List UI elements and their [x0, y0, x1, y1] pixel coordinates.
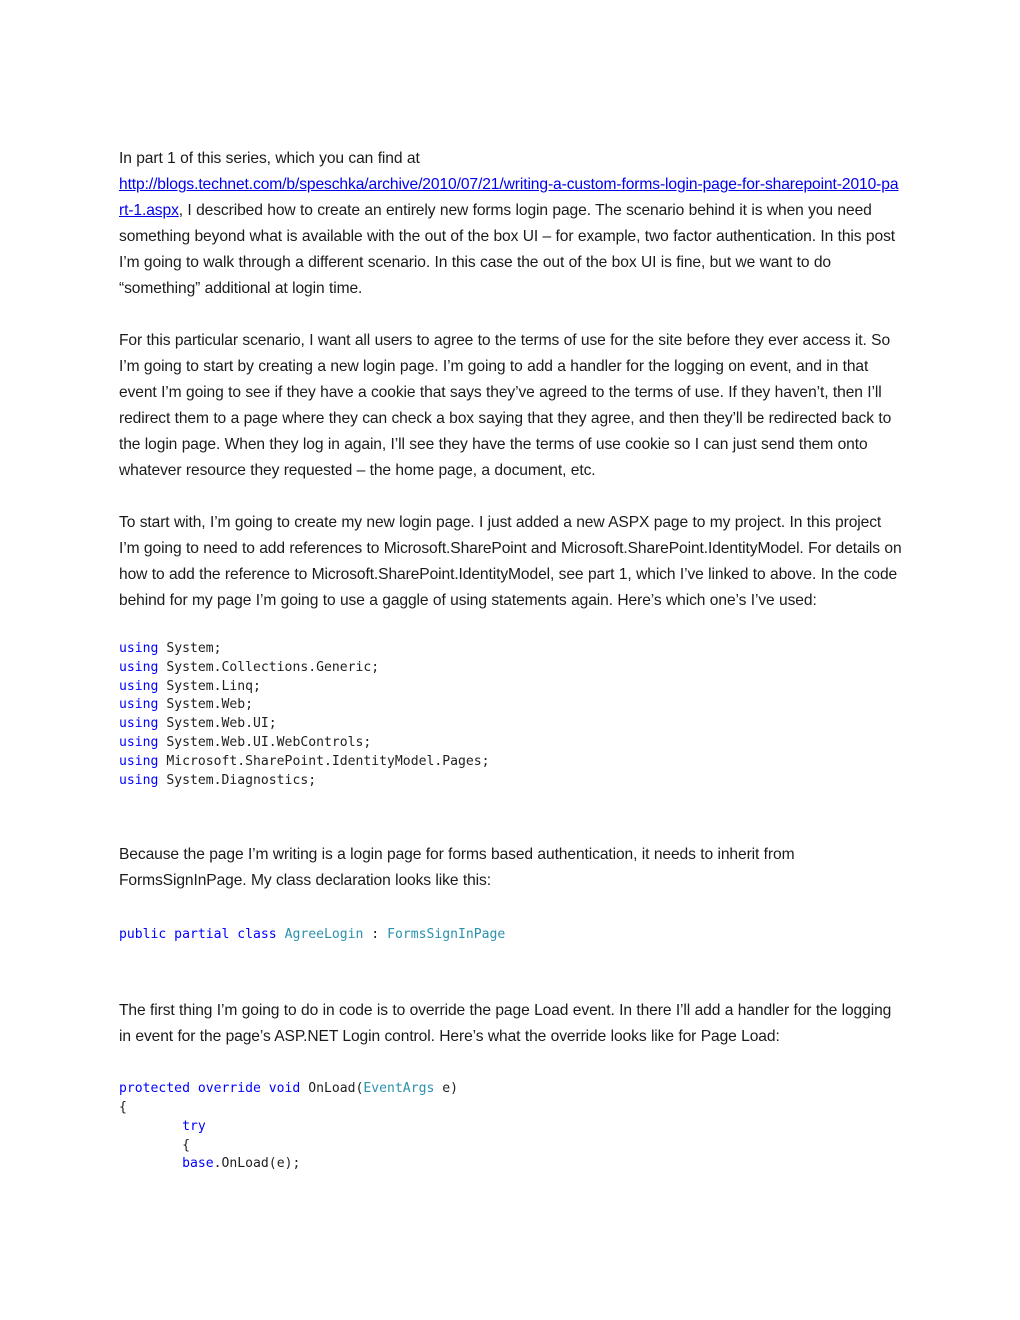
base-class-name: FormsSignInPage	[387, 927, 506, 943]
spacer-before-usings	[119, 614, 902, 640]
code-line	[119, 754, 490, 769]
method-name: OnLoad(	[300, 1081, 364, 1097]
keyword-using: using	[119, 641, 159, 656]
keyword-base: base	[182, 1156, 214, 1172]
keyword-using: using	[119, 697, 159, 713]
part-1-article-link[interactable]: http://blogs.technet.com/b/speschka/archive/2010/07/21/writing-a-custom-forms-login-page-for-sharepoint-2010-part-1.aspx	[119, 176, 899, 219]
paragraph-first-thing: The first thing I’m going to do in code is to override the page Load event. In there I’ll add a handler for the logging in event for the page’s ASP.NET Login control. Here’s what the override looks like for Page Load:	[119, 1002, 892, 1046]
spacer-after-class-decl	[119, 945, 902, 998]
code-line	[119, 679, 261, 694]
class-name: AgreeLogin	[284, 927, 364, 943]
spacer-after-usings	[119, 790, 902, 842]
code-block-using-statements	[119, 640, 902, 790]
code-line	[119, 697, 253, 712]
class-modifiers: public partial class	[119, 927, 277, 943]
namespace-name: System.Web.UI.WebControls;	[166, 734, 372, 750]
method-modifiers: protected override void	[119, 1081, 301, 1097]
keyword-using: using	[119, 772, 159, 788]
namespace-name: Microsoft.SharePoint.IdentityModel.Pages;	[166, 753, 490, 769]
intro-lead-text: In part 1 of this series, which you can find at	[119, 150, 420, 167]
namespace-name: System.Diagnostics;	[166, 772, 317, 788]
intro-trailing-text: , I described how to create an entirely new forms login page. The scenario behind it is when you need something beyond what is available with the out of the box UI – for example, two factor authentication. In this post I’m going to walk through a different scenario. In this case the out of the box UI is fine, but we want to do “something” additional at login time.	[119, 202, 896, 297]
namespace-name: System.Web.UI;	[166, 716, 277, 732]
inheritance-colon: :	[363, 927, 388, 943]
keyword-try: try	[182, 1118, 206, 1134]
keyword-using: using	[119, 734, 159, 750]
namespace-name: System.Collections.Generic;	[166, 659, 380, 675]
paragraph-to-start-with: To start with, I’m going to create my new login page. I just added a new ASPX page to my project. In this project I’m going to need to add references to Microsoft.SharePoint and Microsoft.SharePoint.IdentityModel. For details on how to add the reference to Microsoft.SharePoint.IdentityModel, see part 1, which I’ve linked to above. In the code behind for my page I’m going to use a gaggle of using statements again. Here’s which one’s I’ve used:	[119, 514, 902, 609]
namespace-name: System.Web;	[166, 697, 254, 713]
code-line	[119, 660, 379, 675]
code-line	[119, 716, 277, 731]
code-line	[119, 1156, 300, 1171]
spacer-before-class-decl	[119, 894, 902, 926]
keyword-using: using	[119, 678, 159, 694]
code-line	[119, 1138, 190, 1153]
code-line	[119, 1100, 127, 1115]
code-line	[119, 641, 222, 656]
code-line	[119, 773, 316, 788]
paragraph-because-inherit: Because the page I’m writing is a login page for forms based authentication, it needs to inherit from FormsSignInPage. My class declaration looks like this:	[119, 846, 795, 890]
keyword-using: using	[119, 659, 159, 675]
namespace-name: System.Linq;	[166, 678, 261, 694]
try-indent	[119, 1119, 182, 1134]
document-body	[119, 146, 902, 1174]
try-brace-indent	[119, 1138, 182, 1153]
code-line	[119, 735, 371, 750]
base-call-indent	[119, 1156, 182, 1171]
code-line	[119, 1119, 206, 1134]
paragraph-intro	[119, 146, 902, 302]
paragraph-scenario: For this particular scenario, I want all users to agree to the terms of use for the site before they ever access it. So I’m going to start by creating a new login page. I’m going to add a handler for the logging on event, and in that event I’m going to see if they have a cookie that says they’ve agreed to the terms of use. If they haven’t, then I’ll redirect them to a page where they can check a box saying that they agree, and then they’ll be redirected back to the login page. When they log in again, I’ll see they have the terms of use cookie so I can just send them onto whatever resource they requested – the home page, a document, etc.	[119, 332, 892, 479]
code-line	[119, 1081, 458, 1096]
base-onload-call: .OnLoad(e);	[213, 1156, 301, 1172]
namespace-name: System;	[166, 641, 222, 656]
parameter-type: EventArgs	[363, 1081, 435, 1097]
keyword-using: using	[119, 753, 159, 769]
method-open-brace: {	[119, 1099, 127, 1115]
keyword-using: using	[119, 716, 159, 732]
spacer-before-onload	[119, 1050, 902, 1080]
parameter-name: e)	[434, 1081, 458, 1097]
code-block-onload-override	[119, 1080, 902, 1174]
code-block-class-declaration	[119, 926, 902, 945]
try-open-brace: {	[182, 1137, 190, 1153]
